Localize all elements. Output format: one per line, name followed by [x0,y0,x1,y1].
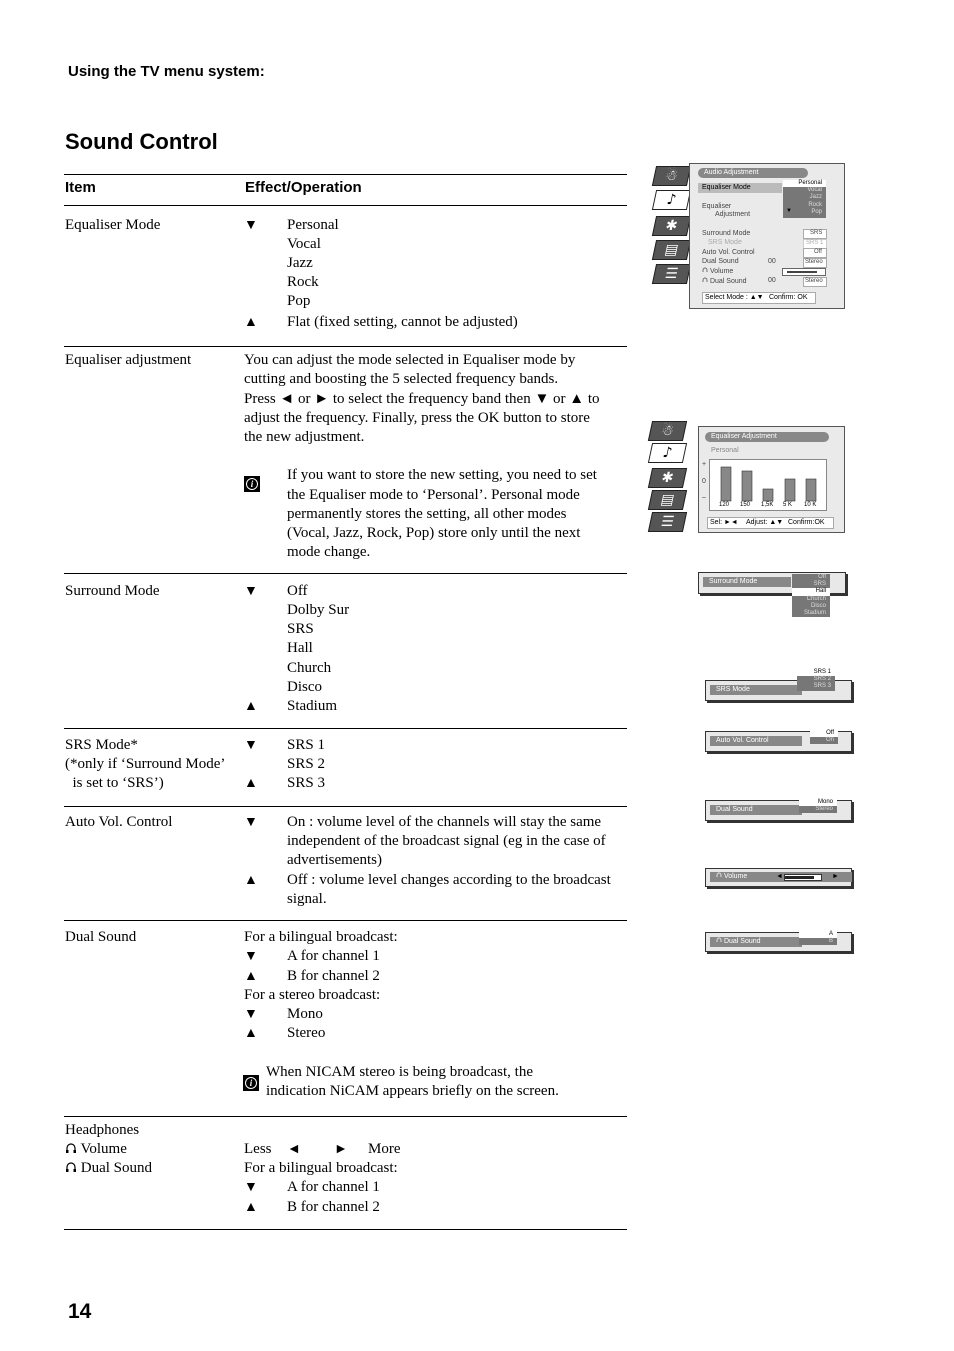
left-arrow-icon: ◄ [287,1142,301,1157]
eq-band-bar [742,471,752,501]
running-header: Using the TV menu system: [68,63,265,80]
menu-tab [648,421,687,441]
osd-volume-box [705,868,852,887]
table-top-rule [64,174,627,175]
osd-item: Equaliser Mode [702,184,751,191]
note-line: permanently stores the setting, all other modes [287,506,567,522]
note-line: indication NiCAM appears briefly on the screen. [266,1083,559,1099]
osd-option: SRS [813,581,826,588]
osd-option: SRS 3 [813,683,831,690]
left-arrow-icon: ◄ [776,872,783,880]
osd-scale-minus: – [702,494,706,501]
menu-tab-sound [652,190,691,210]
headphone-icon [702,277,708,283]
volume-label: Volume [80,1141,127,1157]
option: SRS [287,621,314,637]
osd-option: Off [810,730,838,737]
osd-band-label: 5 K [783,502,793,508]
option: Personal [287,217,339,233]
osd-footer-select: Sel: ►◄ [710,519,738,526]
up-arrow-icon: ▲ [244,315,258,330]
osd-option: Disco [810,602,826,609]
eq-band-bar [806,479,816,501]
item-label: Dual Sound [65,929,137,945]
row-rule [64,728,627,729]
osd-surround-list [792,574,830,617]
item-label: Headphones [65,1122,140,1138]
option: SRS 1 [287,737,325,753]
up-arrow-icon: ▲ [244,1026,258,1041]
option: Flat (fixed setting, cannot be adjusted) [287,314,518,330]
osd-avc-list [810,730,838,744]
osd-item-label: Volume [709,268,734,275]
osd-label: Auto Vol. Control [710,736,802,746]
osd-volume-bar [782,268,826,276]
column-header-effect: Effect/Operation [245,179,362,196]
headphone-icon [65,1142,77,1154]
osd-option: SRS 1 [797,669,835,676]
headphone-icon [716,937,722,943]
note-line: If you want to store the new setting, you need to set [287,467,597,483]
page-number: 14 [68,1300,92,1323]
option: Church [287,660,332,676]
option: Rock [287,274,319,290]
description-line: cutting and boosting the 5 selected frequency bands. [244,371,559,387]
down-arrow-icon: ▼ [244,218,258,233]
osd-mode-option: Personal [783,180,826,187]
up-arrow-icon: ▲ [244,969,258,984]
setup-icon: ▤ [659,492,676,508]
option: B for channel 2 [287,1199,380,1215]
osd-srs-list [797,669,835,691]
osd-scale-zero: 0 [702,478,706,485]
osd-item: Equaliser [702,203,732,210]
note-line: When NICAM stereo is being broadcast, the [266,1064,534,1080]
note-line: the Equaliser mode to ‘Personal’. Personal mode [287,487,580,503]
osd-value: SRS 1 [806,240,824,246]
list-icon: ☰ [663,266,680,282]
description-line: adjust the frequency. Finally, press the OK button to store [244,410,590,426]
menu-tab [648,490,687,510]
osd-title: Audio Adjustment [698,168,808,178]
item-sub [65,1140,127,1159]
down-arrow-icon: ▼ [244,949,258,964]
osd-mode-option: Pop [811,208,822,215]
item-label: SRS Mode* [65,737,138,753]
down-arrow-icon: ▼ [244,584,258,599]
item-label: Auto Vol. Control [65,814,173,830]
osd-footer-confirm: Confirm: OK [769,294,808,301]
row-rule [64,1116,627,1117]
osd-number: 00 [768,277,776,284]
item-label: Equaliser adjustment [65,352,192,368]
osd-option: A [799,931,837,938]
option: A for channel 1 [287,948,380,964]
description-line: the new adjustment. [244,429,365,445]
menu-tab-sound [648,443,687,463]
osd-item-label: Dual Sound [709,278,747,285]
option: Pop [287,293,311,309]
option: Disco [287,679,322,695]
headphone-icon [716,872,722,878]
info-icon: i [244,476,260,492]
description-line: For a stereo broadcast: [244,987,381,1003]
osd-option: Mono [799,799,837,806]
item-label: Surround Mode [65,583,160,599]
osd-band-label: 10 K [804,502,817,508]
note-icon: ♪ [661,445,674,461]
option: Mono [287,1006,323,1022]
right-arrow-icon: ► [832,872,839,880]
down-arrow-icon: ▼ [786,208,792,214]
option: SRS 2 [287,756,325,772]
osd-value: Stereo [805,259,823,265]
headphone-icon [65,1161,77,1173]
note-icon: ♪ [665,192,678,208]
osd-option: Stadium [803,610,826,617]
setup-icon: ▤ [663,242,680,258]
osd-item [702,267,733,275]
description-line: independent of the broadcast signal (eg in the case of [287,833,606,849]
option: Stereo [287,1025,326,1041]
menu-tab [652,240,691,260]
osd-item: Adjustment [715,211,751,218]
down-arrow-icon: ▼ [244,1180,258,1195]
option: Off [287,583,308,599]
osd-volume-fill [787,271,817,273]
osd-option: Stereo [815,806,833,813]
right-arrow-icon: ► [334,1142,348,1157]
item-note: (*only if ‘Surround Mode’ [65,756,226,772]
table-header-rule [64,205,627,206]
row-rule [64,920,627,921]
row-rule [64,346,627,347]
features-icon: ✱ [659,470,676,486]
osd-option: B [828,938,833,945]
table-bottom-rule [64,1229,627,1230]
osd-value: Off [814,249,822,255]
menu-tab [652,264,691,284]
osd-label: Surround Mode [703,577,791,587]
column-header-item: Item [65,179,96,196]
osd-option: Church [806,595,826,602]
description-line: For a bilingual broadcast: [244,1160,398,1176]
features-icon: ✱ [663,218,680,234]
description-line: You can adjust the mode selected in Equaliser mode by [244,352,576,368]
option: SRS 3 [287,775,325,791]
description-line: On : volume level of the channels will stay the same [287,814,602,830]
osd-mode-option: Rock [808,201,822,208]
eq-band-bar [785,479,795,501]
option: B for channel 2 [287,968,380,984]
menu-tab [648,512,687,532]
eq-band-bar [763,489,773,501]
row-rule [64,806,627,807]
list-icon: ☰ [659,514,676,530]
osd-mode-option: Jazz [809,194,822,201]
osd-label: SRS Mode [710,685,802,695]
osd-label: Dual Sound [723,938,761,945]
osd-value: SRS [810,230,823,236]
option: Dolby Sur [287,602,350,618]
osd-option: On [825,737,834,744]
person-icon: ☃ [659,423,676,439]
down-arrow-icon: ▼ [244,1007,258,1022]
osd-hp-dual-list [799,931,837,945]
osd-option: Off [818,574,826,580]
osd-mode-name: Personal [711,447,739,454]
item-sub [65,1159,152,1178]
osd-hp-dual-row [710,937,802,947]
osd-footer-select: Select Mode : ▲▼ [705,294,764,301]
osd-band-label: 120 [719,502,730,508]
osd-scale-plus: + [702,461,707,468]
option: Vocal [287,236,321,252]
osd-item [702,277,747,285]
note-line: mode change. [287,544,371,560]
person-icon: ☃ [663,168,680,184]
menu-tab [652,216,691,236]
menu-tab [652,166,691,186]
osd-item: Auto Vol. Control [702,249,755,256]
osd-label: Volume [723,873,748,880]
osd-band-label: 150 [740,502,751,508]
description-line: advertisements) [287,852,382,868]
description-line: For a bilingual broadcast: [244,929,398,945]
osd-number: 00 [768,258,776,265]
osd-label: Dual Sound [710,805,802,815]
osd-volume-fill [785,876,814,879]
osd-mode-option: Vocal [807,187,822,194]
option: A for channel 1 [287,1179,380,1195]
osd-item: Dual Sound [702,258,739,265]
description-line: signal. [287,891,327,907]
option: Stadium [287,698,338,714]
eq-band-bar [721,467,731,501]
item-note: is set to ‘SRS’) [65,775,164,791]
osd-footer-confirm: Confirm:OK [788,519,825,526]
more-label: More [368,1141,401,1157]
down-arrow-icon: ▼ [244,815,258,830]
osd-value: Stereo [805,278,823,284]
osd-dual-list [799,799,837,813]
row-rule [64,573,627,574]
item-label: Equaliser Mode [65,217,161,233]
osd-option: SRS 2 [813,676,831,683]
description-line: Press ◄ or ► to select the frequency band then ▼ or ▲ to [244,391,600,407]
osd-item: SRS Mode [708,239,742,246]
up-arrow-icon: ▲ [244,776,258,791]
headphone-icon [702,267,708,273]
info-icon: i [243,1075,259,1091]
osd-footer-adjust: Adjust: ▲▼ [746,519,784,526]
note-line: (Vocal, Jazz, Rock, Pop) store only until the next [287,525,581,541]
osd-item: Surround Mode [702,230,751,237]
up-arrow-icon: ▲ [244,1200,258,1215]
page-title: Sound Control [65,129,218,154]
option: Jazz [287,255,313,271]
less-label: Less [244,1141,272,1157]
up-arrow-icon: ▲ [244,873,258,888]
osd-band-label: 1,5K [761,502,774,508]
osd-title: Equaliser Adjustment [705,432,829,442]
osd-option: Hall [792,588,830,595]
menu-tab [648,468,687,488]
description-line: Off : volume level changes according to the broadcast [287,872,611,888]
up-arrow-icon: ▲ [244,699,258,714]
down-arrow-icon: ▼ [244,738,258,753]
option: Hall [287,640,313,656]
dual-sound-label: Dual Sound [80,1160,152,1176]
osd-volume-bar [784,874,822,881]
